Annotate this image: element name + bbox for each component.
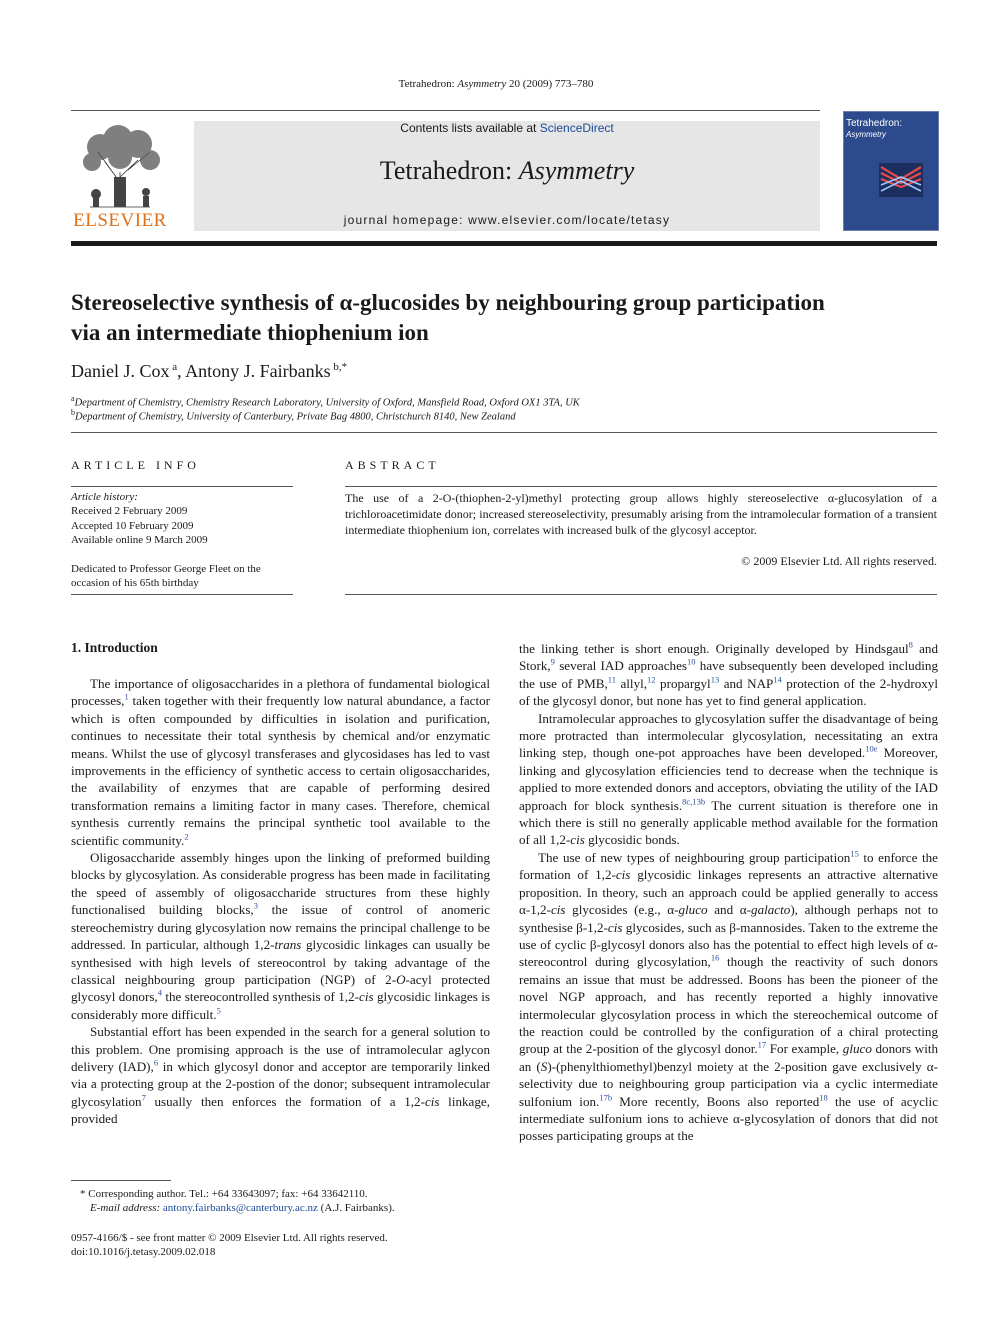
copyright-notice: © 2009 Elsevier Ltd. All rights reserved. [741,554,937,568]
body-paragraph: Substantial effort has been expended in the search for a general solution to this problem. One promising approach is the use of intramolecular aglycon delivery (IAD),$^6$ in which glycosyl donor and acceptor are temporarily linked via a protecting group at the 2-postion of the donor; subsequent intramolecular glycosylation$^7$ usually then enforces the formation of a 1,2-cis linkage, provided [71,1024,490,1127]
affiliation-a: $^a$Department of Chemistry, Chemistry Research Laboratory, University of Oxford, Mansfield Road, Oxford OX1 3TA, UK [71,394,580,409]
cover-title: Tetrahedron: Asymmetry [846,118,903,139]
abstract-text: The use of a 2-O-(thiophen-2-yl)methyl protecting group allows highly stereoselective α-glucosylation of a trichloroacetimidate donor; increased stereoselectivity, presumably arising from the intramolecular formation of a transient intermediate thiophenium ion, correlates with increased bulk of the glycosyl acceptor. [345,491,937,537]
cover-art-icon [879,163,923,197]
corresponding-author-note: * Corresponding author. Tel.: +64 33643097; fax: +64 33642110. E-mail address: antony.fairbanks@canterbury.ac.nz (A.J. Fairbanks). [80,1188,395,1214]
article-info-rule [71,486,293,487]
author-email-link[interactable]: antony.fairbanks@canterbury.ac.nz [162,1202,318,1214]
body-paragraph: Intramolecular approaches to glycosylation suffer the disadvantage of being more protracted than intermolecular glycosylation, necessitating an extra linking step, though one-pot approaches have been developed.$^{10e}$ Moreover, linking and glycosylation efficiencies tend to decrease when the technique is applied to more extended donors and acceptors, obviating the utility of the IAD approach for block synthesis.$^{8c,13b}$ The current situation is therefore one in which there is still no generally applicable method available for the formation of all 1,2-cis glycosidic bonds. [519,710,939,848]
body-paragraph: The use of new types of neighbouring group participation$^{15}$ to enforce the formation of 1,2-cis glycosidic linkages represents an attractive alternative proposition. In theory, such an approach could be applied generally to access α-1,2-cis glycosides (e.g., α-gluco and α-galacto), although perhaps not to synthesise β-1,2-cis glycosides, such as β-mannosides. Taken to the extreme the use of cyclic β-glycosyl donors also has the potential to effect high levels of α-stereocontrol during glycosylation,$^{16}$ though the reactivity of such donors remains an issue that must be addressed. Boons has been the pioneer of the novel NGP approach, and has recently reported a highly innovative intermolecular glycosylation process in which the stereochemical outcome of the reaction could be controlled by the configuration of a chiral protecting group at the 2-position of the glycosyl donor.$^{17}$ For example, gluco donors with an (S)-(phenylthiomethyl)benzyl moiety at the 2-position gave exclusively α-selectivity due to neighbouring group participation via a cyclic intermediate sulfonium ion.$^{17b}$ More recently, Boons also reported$^{18}$ the use of acyclic intermediate sulfonium ions to achieve α-glycosylation of donors that did not posses participating groups at the [519,848,939,1144]
article-info-bottom-rule [71,594,293,595]
abstract-heading: ABSTRACT [345,458,440,472]
body-paragraph: Oligosaccharide assembly hinges upon the linking of preformed building blocks by glycosylation. As considerable progress has been made in facilitating the speed of assembly of oligosaccharide structures from these highly functionalised building blocks,$^3$ the issue of control of anomeric stereochemistry during glycosylation now remains the principal challenge to be addressed. In particular, although 1,2-trans glycosidic linkages can usually be synthesised with high levels of stereocontrol by taking advantage of the classical neighbouring group participation (NGP) of 2-O-acyl protected glycosyl donors,$^4$ the stereocontrolled synthesis of 1,2-cis glycosidic linkages is considerably more difficult.$^5$ [71,850,491,1022]
issn-line: 0957-4166/$ - see front matter © 2009 Elsevier Ltd. All rights reserved. [71,1232,388,1244]
journal-name: Tetrahedron: Asymmetry [379,156,635,185]
section-heading-introduction: 1. Introduction [71,640,158,655]
sciencedirect-link[interactable]: ScienceDirect [539,121,614,135]
author-list: Daniel J. Cox $^a$, Antony J. Fairbanks $^{b,*}$ [71,361,348,381]
body-paragraph: the linking tether is short enough. Originally developed by Hindsgaul$^8$ and Stork,$^9$ several IAD approaches$^{10}$ have subsequently been developed including the use of PMB,$^{11}$ allyl,$^{12}$ propargyl$^{13}$ and NAP$^{14}$ protection of the 2-hydroxyl of the glycosyl donor, but none has yet to find general application. [519,639,938,709]
journal-citation: Tetrahedron: Asymmetry 20 (2009) 773–780 [398,78,594,90]
journal-homepage[interactable]: journal homepage: www.elsevier.com/locate/tetasy [343,213,671,227]
dedication: Dedicated to Professor George Fleet on the occasion of his 65th birthday [71,563,261,590]
body-column-right [519,640,938,1145]
body-paragraph: The importance of oligosaccharides in a plethora of fundamental biological processes,$^1$ taken together with their frequently low natural abundance, a factor which is often compounded by difficulties in isolation and purification, continues to necessitate their total synthesis by chemical and/or enzymatic means. Whilst the use of glycosyl transferases and glycosidases has led to vast improvements in the efficiency of synthetic access to certain oligosaccharides, the availability of enzymes that are capable of performing desired transformation remains a limiting factor in many cases. Therefore, chemical synthesis currently remains the principal synthetic tool available to the scientific community.$^2$ [71,676,490,848]
elsevier-wordmark: ELSEVIER [73,210,167,231]
header-bottom-rule [71,241,937,246]
contents-line: Contents lists available at ScienceDirect [400,121,614,135]
article-title: Stereoselective synthesis of α-glucosides by neighbouring group participation via an intermediate thiophenium ion [71,290,825,345]
affiliation-b: $^b$Department of Chemistry, University of Canterbury, Private Bag 4800, Christchurch 8140, New Zealand [71,408,516,423]
article-info-heading: ARTICLE INFO [71,458,200,472]
abstract-rule [345,486,937,487]
footnote-rule [71,1180,171,1181]
body-column-left [71,675,490,1128]
author-name[interactable]: Antony J. Fairbanks [185,361,331,381]
affiliation-rule [71,432,937,433]
doi-line[interactable]: doi:10.1016/j.tetasy.2009.02.018 [71,1246,216,1258]
author-name[interactable]: Daniel J. Cox [71,361,170,381]
article-history: Article history: Received 2 February 2009 Accepted 10 February 2009 Available online 9 March 2009 [71,491,208,547]
header-top-rule [71,110,820,111]
abstract-bottom-rule [345,594,937,595]
